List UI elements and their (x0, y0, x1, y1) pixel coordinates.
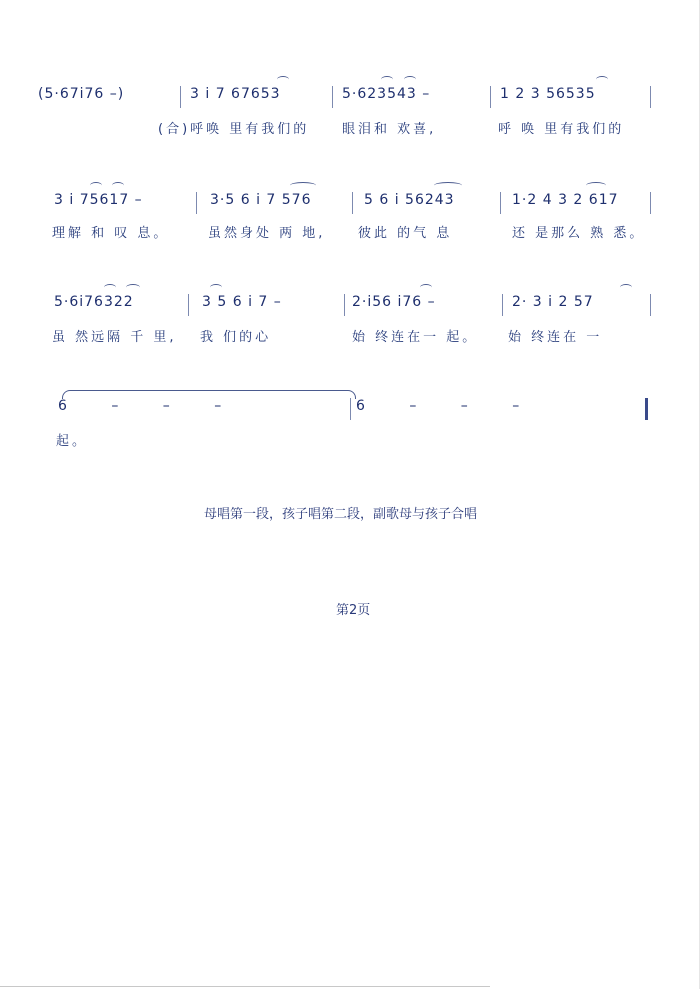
slur-mark (434, 182, 462, 189)
slur-mark (126, 284, 140, 291)
measure-3-2: 3 5 6 i 7 – (202, 294, 282, 310)
barline (344, 294, 345, 316)
measure-1-1: (5·67i76 –) (38, 86, 125, 102)
measure-2-2: 3·5 6 i 7 576 (210, 192, 312, 208)
measure-4-1: 6 – – – (58, 398, 242, 414)
barline (332, 86, 333, 108)
measure-4-2: 6 – – – (356, 398, 540, 414)
measure-2-1: 3 i 75617 – (54, 192, 143, 208)
slur-mark (112, 182, 124, 189)
slur-mark (404, 76, 416, 83)
barline (490, 86, 491, 108)
barline (196, 192, 197, 214)
lyric-1-2: 眼泪和 欢喜, (342, 122, 437, 137)
lyric-2-2: 虽然身处 两 地, (208, 226, 326, 241)
slur-mark (596, 76, 608, 83)
slur-mark (586, 182, 606, 189)
measure-3-1: 5·6i76322 (54, 294, 134, 310)
measure-3-4: 2· 3 i 2 57 (512, 294, 594, 310)
lyric-2-3: 彼此 的气 息 (358, 226, 453, 241)
measure-1-2: 3 i 7 67653 (190, 86, 281, 102)
bottom-rule (0, 986, 490, 987)
slur-mark (210, 284, 222, 291)
barline (650, 192, 651, 214)
lyric-4-1: 起。 (56, 434, 89, 449)
barline (502, 294, 503, 316)
measure-2-4: 1·2 4 3 2 617 (512, 192, 619, 208)
lyric-3-2: 我 们的心 (200, 330, 272, 345)
performance-note: 母唱第一段，孩子唱第二段，副歌母与孩子合唱 (204, 507, 478, 522)
slur-mark (104, 284, 116, 291)
lyric-3-3: 始 终连在一 起。 (352, 330, 479, 345)
measure-1-4: 1 2 3 56535 (500, 86, 596, 102)
lyrics-row-4 (0, 430, 700, 452)
notes-row-2 (0, 192, 700, 216)
slur-mark (90, 182, 102, 189)
barline (350, 398, 351, 420)
lyric-2-4: 还 是那么 熟 悉。 (512, 226, 646, 241)
notes-row-4 (0, 398, 700, 422)
barline (650, 294, 651, 316)
notes-row-3 (0, 294, 700, 318)
measure-2-3: 5 6 i 56243 (364, 192, 455, 208)
slur-mark (381, 76, 393, 83)
lyric-1-1: (合)呼唤 里有我们的 (158, 122, 310, 137)
page-number: 第2页 (336, 603, 371, 618)
measure-3-3: 2·i56 i76 – (352, 294, 436, 310)
barline (650, 86, 651, 108)
slur-mark (420, 284, 432, 291)
lyric-1-3: 呼 唤 里有我们的 (498, 122, 625, 137)
barline (500, 192, 501, 214)
lyric-2-1: 理解 和 叹 息。 (52, 226, 170, 241)
measure-1-3: 5·623543 – (342, 86, 431, 102)
barline (188, 294, 189, 316)
final-barline (645, 398, 648, 420)
lyrics-row-2 (0, 222, 700, 244)
notes-row-1 (0, 86, 700, 110)
barline (180, 86, 181, 108)
slur-mark (277, 76, 289, 83)
lyric-3-4: 始 终连在 一 (508, 330, 603, 345)
slur-mark (620, 284, 632, 291)
lyric-3-1: 虽 然远隔 千 里, (52, 330, 177, 345)
barline (352, 192, 353, 214)
lyrics-row-1 (0, 118, 700, 140)
lyrics-row-3 (0, 326, 700, 348)
slur-mark (290, 182, 316, 189)
